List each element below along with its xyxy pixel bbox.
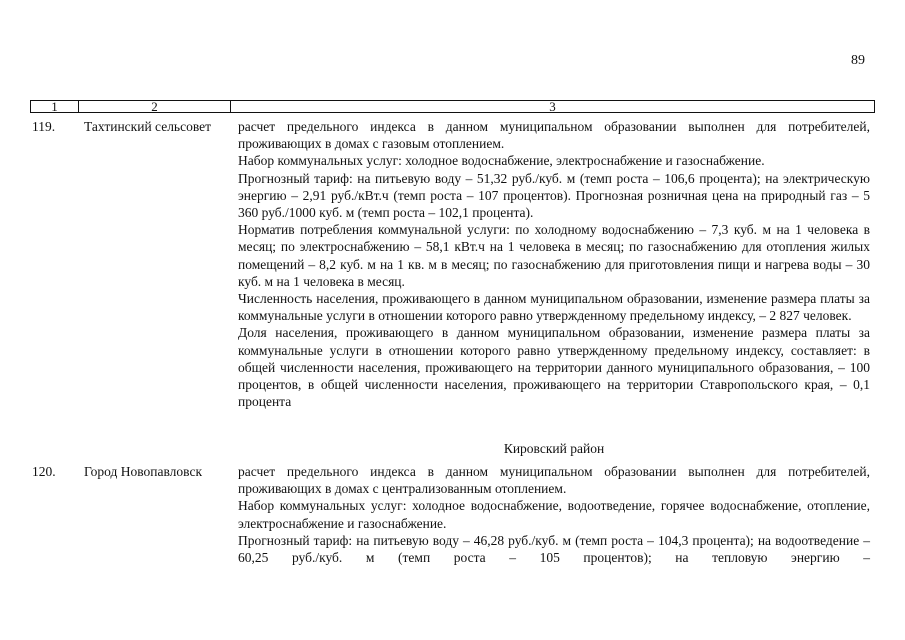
row-number: 120. — [32, 464, 56, 479]
description-paragraph: Набор коммунальных услуг: холодное водоснабжение, водоотведение, горячее водоснабжение, отопление, электроснабжение и газоснабжение. — [238, 498, 870, 531]
description-paragraph: расчет предельного индекса в данном муниципальном образовании выполнен для потребителей, проживающих в домах с газовым отоплением. — [238, 119, 870, 152]
row-description — [238, 118, 870, 410]
column-header-2: 2 — [79, 101, 231, 112]
description-paragraph: Норматив потребления коммунальной услуги: по холодному водоснабжению – 7,3 куб. м на 1 человека в месяц; по электроснабжению – 58,1 кВт.ч на 1 человека в месяц; по газоснабжению для отопления жилых помещений – 8,2 куб. м на 1 кв. м в месяц; по газоснабжению для приготовления пищи и нагрева воды – 30 куб. м на 1 человека в месяц. — [238, 222, 870, 289]
municipality-name: Тахтинский сельсовет — [84, 119, 212, 134]
description-paragraph: Численность населения, проживающего в данном муниципальном образовании, изменение размера платы за коммунальные услуги в отношении которого равно утвержденному предельному индексу, – 2 827 человек. — [238, 291, 870, 324]
description-paragraph: Прогнозный тариф: на питьевую воду – 46,28 руб./куб. м (темп роста – 104,3 процента); на водоотведение – 60,25 руб./куб. м (темп роста – 105 процентов); на тепловую энергию – — [238, 532, 870, 566]
table-column-header — [30, 100, 875, 113]
description-paragraph: Прогнозный тариф: на питьевую воду – 51,32 руб./куб. м (темп роста – 106,6 процента); на электрическую энергию – 2,91 руб./кВт.ч (темп роста – 107 процентов). Прогнозная розничная цена на природный газ – 5 360 руб./1000 куб. м (темп роста – 102,1 процента). — [238, 170, 870, 221]
district-heading: Кировский район — [503, 441, 605, 456]
description-paragraph: расчет предельного индекса в данном муниципальном образовании выполнен для потребителей, проживающих в домах с централизованным отоплением. — [238, 464, 870, 497]
municipality-name: Город Новопавловск — [84, 464, 202, 479]
column-header-3: 3 — [549, 99, 556, 114]
page-number: 89 — [851, 53, 865, 68]
row-description — [238, 463, 870, 566]
row-number: 119. — [32, 119, 56, 134]
column-header-1: 1 — [31, 101, 79, 112]
description-paragraph: Доля населения, проживающего в данном муниципальном образовании, изменение размера платы за коммунальные услуги в отношении которого равно утвержденному предельному индексу, составляет: в общей численности населения, проживающего на территории данного муниципального образования, – 100 процентов, в общей численности населения, проживающего на территории Ставропольского края, – 0,1 процента — [238, 325, 870, 410]
description-paragraph: Набор коммунальных услуг: холодное водоснабжение, электроснабжение и газоснабжение. — [238, 153, 765, 169]
